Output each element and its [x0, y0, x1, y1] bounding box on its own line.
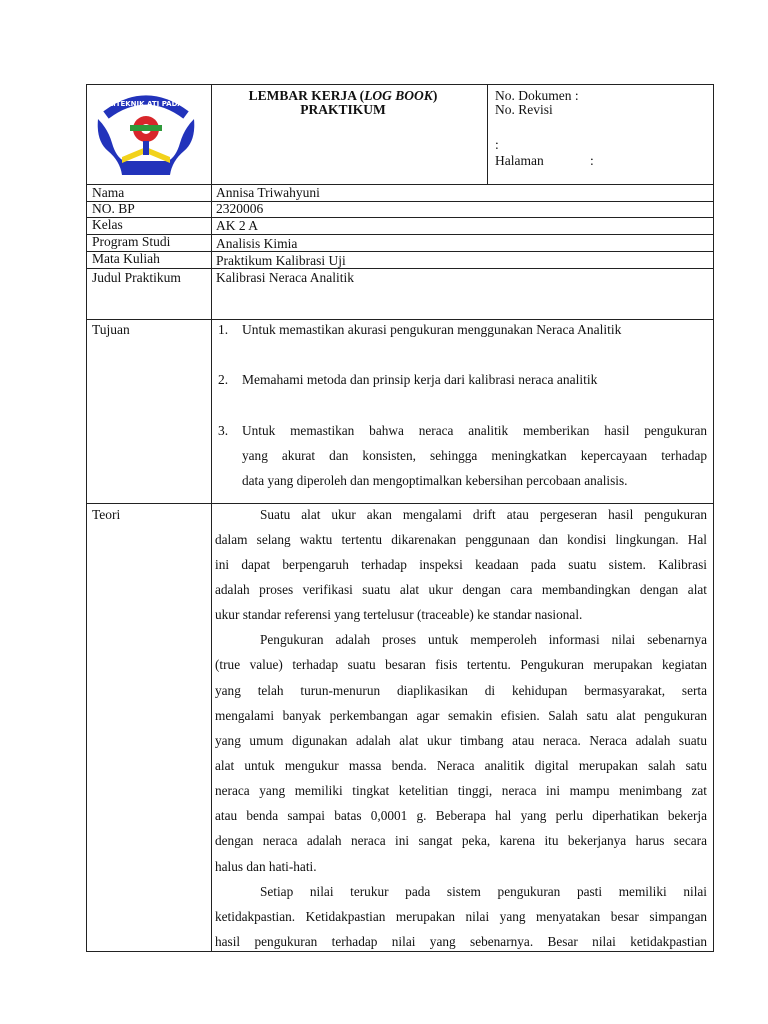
- theory-line: dengan neraca adalah neraca ini sangat peka, karena itu bekerjanya harus secara: [215, 833, 707, 848]
- theory-line: adalah proses verifikasi suatu alat ukur dengan cara membandingkan dengan alat: [215, 582, 707, 597]
- theory-line: mengalami banyak perkembangan agar semakin efisien. Salah satu alat pengukuran: [215, 708, 707, 723]
- course-value: Praktikum Kalibrasi Uji: [216, 253, 346, 268]
- theory-line: Setiap nilai terukur pada sistem pengukuran pasti memiliki nilai: [260, 884, 707, 899]
- row-divider: [86, 951, 714, 952]
- objective-2-text: Memahami metoda dan prinsip kerja dari kalibrasi neraca analitik: [242, 372, 598, 387]
- class-label: Kelas: [92, 217, 123, 232]
- row-divider: [86, 251, 714, 252]
- row-divider: [86, 201, 714, 202]
- header-col-divider: [487, 84, 488, 184]
- theory-line: halus dan hati-hati.: [215, 859, 317, 874]
- revision-colon: :: [495, 137, 499, 152]
- theory-line: atau benda sampai batas 0,0001 g. Beberapa hal yang perlu diperhatikan bekerja: [215, 808, 707, 823]
- student-id-value: 2320006: [216, 201, 264, 216]
- theory-line: yang umum digunakan adalah alat ukur timbang atau neraca. Neraca adalah suatu: [215, 733, 707, 748]
- svg-text:POLITEKNIK ATI PADANG: POLITEKNIK ATI PADANG: [97, 100, 195, 108]
- border-right: [713, 84, 714, 952]
- row-divider: [86, 319, 714, 320]
- row-divider: [86, 217, 714, 218]
- objective-3-line: data yang diperoleh dan mengoptimalkan kebersihan percobaan analisis.: [242, 473, 628, 488]
- col-divider: [211, 84, 212, 952]
- polytechnic-logo: [92, 89, 200, 177]
- page-colon: :: [590, 153, 594, 168]
- objective-3-line: yang akurat dan konsisten, sehingga meningkatkan kepercayaan terhadap: [242, 448, 707, 463]
- study-program-value: Analisis Kimia: [216, 236, 298, 251]
- objective-3-line: Untuk memastikan bahwa neraca analitik memberikan hasil pengukuran: [242, 423, 707, 438]
- name-label: Nama: [92, 185, 125, 200]
- form-title: LEMBAR KERJA (LOG BOOK): [248, 88, 438, 103]
- theory-line: yang telah turun-menurun diaplikasikan di kehidupan bermasyarakat, serta: [215, 683, 707, 698]
- theory-line: neraca yang memiliki tingkat ketelitian tinggi, neraca ini mampu menimbang zat: [215, 783, 707, 798]
- form-subtitle: PRAKTIKUM: [300, 102, 386, 117]
- theory-line: hasil pengukuran terhadap nilai yang sebenarnya. Besar nilai ketidakpastian: [215, 934, 707, 949]
- row-divider: [86, 234, 714, 235]
- document-number-label: No. Dokumen :: [495, 88, 579, 103]
- theory-label: Teori: [92, 507, 121, 522]
- class-value: AK 2 A: [216, 218, 259, 233]
- objective-1-text: Untuk memastikan akurasi pengukuran menggunakan Neraca Analitik: [242, 322, 622, 337]
- name-value: Annisa Triwahyuni: [216, 185, 320, 200]
- theory-line: ukur standar referensi yang tertelusur (traceable) ke standar nasional.: [215, 607, 583, 622]
- course-label: Mata Kuliah: [92, 251, 160, 266]
- objectives-label: Tujuan: [92, 322, 130, 337]
- theory-line: ketidakpastian. Ketidakpastian merupakan nilai yang menyatakan besar simpangan: [215, 909, 707, 924]
- study-program-label: Program Studi: [92, 234, 171, 249]
- theory-line: dalam selang waktu tertentu dikarenakan penggunaan dan kondisi lingkungan. Hal: [215, 532, 707, 547]
- revision-label: No. Revisi: [495, 102, 553, 117]
- row-divider: [86, 503, 714, 504]
- objective-3-number: 3.: [218, 423, 229, 438]
- practicum-title-value: Kalibrasi Neraca Analitik: [216, 270, 354, 285]
- theory-line: Pengukuran adalah proses untuk memperoleh informasi nilai sebenarnya: [260, 632, 707, 647]
- border-left: [86, 84, 87, 952]
- practicum-title-label: Judul Praktikum: [92, 270, 181, 285]
- theory-line: (true value) terhadap suatu besaran fisis tertentu. Pengukuran merupakan kegiatan: [215, 657, 707, 672]
- row-divider: [86, 268, 714, 269]
- border-top: [86, 84, 714, 85]
- student-id-label: NO. BP: [92, 201, 135, 216]
- theory-line: Suatu alat ukur akan mengalami drift atau pergeseran hasil pengukuran: [260, 507, 707, 522]
- theory-line: alat untuk mengukur massa benda. Neraca analitik digital merupakan salah satu: [215, 758, 707, 773]
- objective-2-number: 2.: [218, 372, 229, 387]
- row-divider: [86, 184, 714, 185]
- page-label: Halaman: [495, 153, 544, 168]
- theory-line: ini dapat berpengaruh terhadap inspeksi keadaan pada suatu sistem. Kalibrasi: [215, 557, 707, 572]
- objective-1-number: 1.: [218, 322, 229, 337]
